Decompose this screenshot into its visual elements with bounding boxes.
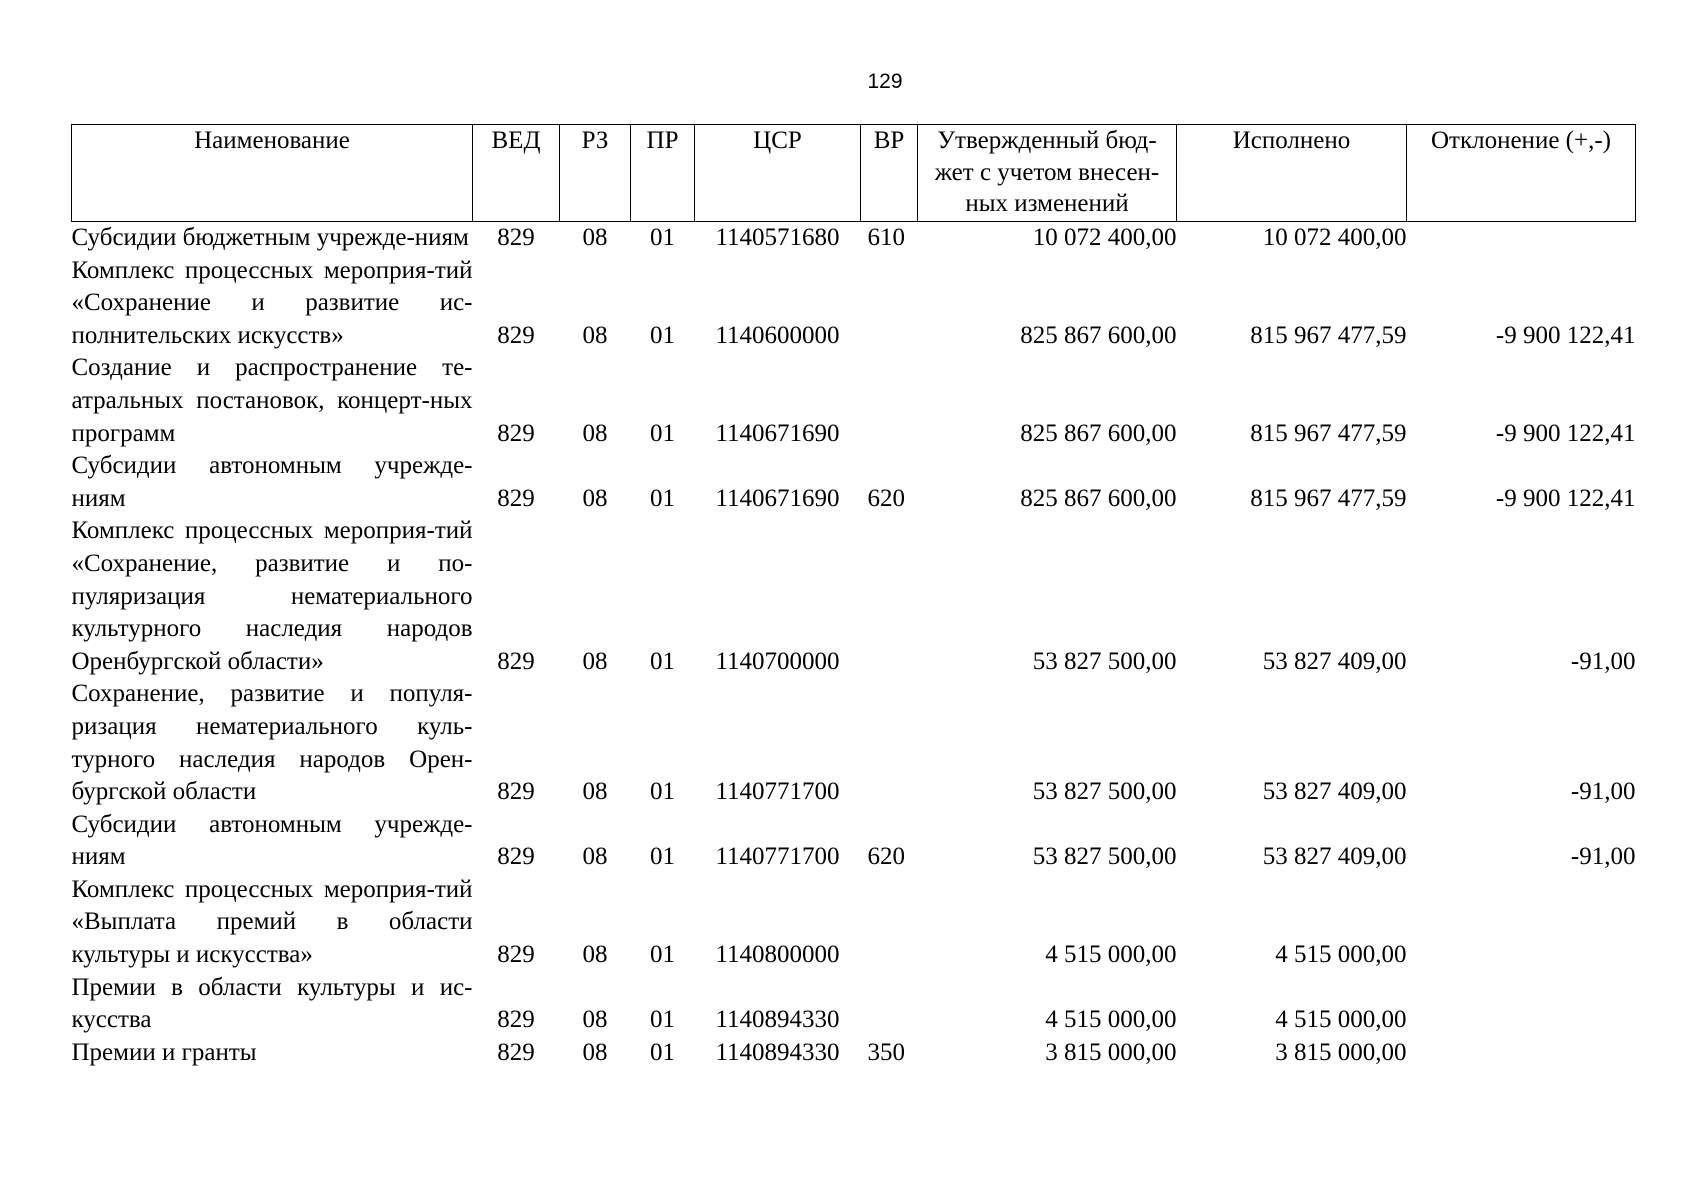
cell-name: Комплекс процессных мероприя-тий «Сохранение, развитие и по-пуляризация нематериального культурного наследия народов Оренбургской области» [71, 517, 473, 675]
cell-name: Комплекс процессных мероприя-тий «Сохранение и развитие ис-полнительских искусств» [71, 256, 473, 349]
table-row [72, 972, 1636, 1037]
table-row [72, 255, 1636, 353]
cell-ved: 829 [497, 647, 535, 675]
header-executed: Исполнено [1177, 125, 1407, 222]
page-number: 129 [867, 70, 903, 93]
table-row [72, 222, 1636, 255]
cell-pr: 01 [650, 778, 675, 806]
cell-csr: 1140800000 [715, 941, 840, 969]
cell-csr: 1140571680 [715, 224, 840, 251]
table-row [72, 450, 1636, 515]
cell-deviation: -9 900 122,41 [1495, 321, 1636, 349]
cell-rz: 08 [582, 1038, 608, 1066]
cell-approved: 10 072 400,00 [1032, 224, 1177, 251]
cell-rz: 08 [582, 941, 608, 969]
cell-rz: 08 [582, 843, 608, 871]
header-deviation: Отклонение (+,-) [1407, 125, 1636, 222]
cell-deviation: -91,00 [1570, 778, 1636, 806]
header-approved: Утвержденный бюд-жет с учетом внесен-ных изменений [918, 125, 1177, 222]
cell-executed: 53 827 409,00 [1262, 778, 1407, 806]
cell-vr [861, 352, 918, 450]
cell-ved: 829 [497, 1006, 535, 1034]
cell-deviation: -91,00 [1570, 647, 1636, 675]
cell-deviation [1407, 1037, 1636, 1070]
cell-approved: 4 515 000,00 [1045, 941, 1177, 969]
budget-table [71, 124, 1636, 1069]
cell-name: Создание и распространение те-атральных постановок, концерт-ных программ [71, 354, 473, 447]
table-row [72, 515, 1636, 678]
cell-vr: 620 [867, 484, 905, 512]
cell-pr: 01 [650, 321, 675, 349]
cell-approved: 825 867 600,00 [1020, 419, 1177, 447]
header-name: Наименование [72, 125, 473, 222]
cell-vr [861, 255, 918, 353]
cell-rz: 08 [582, 484, 608, 512]
cell-csr: 1140671690 [715, 484, 840, 512]
cell-pr: 01 [650, 224, 675, 251]
cell-deviation: -9 900 122,41 [1495, 419, 1636, 447]
cell-approved: 825 867 600,00 [1020, 484, 1177, 512]
cell-executed: 53 827 409,00 [1262, 647, 1407, 675]
header-csr: ЦСР [695, 125, 861, 222]
cell-name: Сохранение, развитие и популя-ризация нематериального куль-турного наследия народов Орен-бургской области [71, 680, 473, 806]
cell-executed: 4 515 000,00 [1275, 1006, 1407, 1034]
cell-pr: 01 [650, 1038, 675, 1066]
cell-pr: 01 [650, 419, 675, 447]
cell-executed: 815 967 477,59 [1250, 419, 1407, 447]
cell-pr: 01 [650, 647, 675, 675]
table-row [72, 809, 1636, 874]
cell-vr [861, 515, 918, 678]
cell-rz: 08 [582, 419, 608, 447]
cell-deviation [1407, 222, 1636, 255]
cell-vr [861, 678, 918, 808]
cell-vr: 610 [867, 224, 905, 251]
cell-name: Комплекс процессных мероприя-тий «Выплата премий в области культуры и искусства» [71, 875, 473, 969]
cell-csr: 1140671690 [715, 419, 840, 447]
cell-deviation: -91,00 [1570, 843, 1636, 871]
cell-executed: 815 967 477,59 [1250, 321, 1407, 349]
cell-executed: 3 815 000,00 [1275, 1038, 1407, 1066]
cell-ved: 829 [497, 941, 535, 969]
cell-csr: 1140771700 [715, 843, 840, 871]
cell-csr: 1140894330 [715, 1006, 840, 1034]
cell-executed: 10 072 400,00 [1262, 224, 1407, 251]
cell-pr: 01 [650, 843, 675, 871]
cell-vr [861, 874, 918, 972]
cell-approved: 53 827 500,00 [1032, 647, 1177, 675]
cell-rz: 08 [582, 647, 608, 675]
table-row [72, 1037, 1636, 1070]
cell-ved: 829 [497, 1038, 535, 1066]
table-row [72, 874, 1636, 972]
cell-approved: 4 515 000,00 [1045, 1006, 1177, 1034]
cell-deviation: -9 900 122,41 [1495, 484, 1636, 512]
cell-pr: 01 [650, 1006, 675, 1034]
cell-name: Премии и гранты [71, 1038, 257, 1066]
cell-name: Субсидии автономным учрежде-ниям [71, 810, 473, 871]
cell-approved: 53 827 500,00 [1032, 778, 1177, 806]
cell-csr: 1140894330 [715, 1038, 840, 1066]
header-rz: РЗ [560, 125, 631, 222]
cell-pr: 01 [650, 484, 675, 512]
table-header-row [72, 125, 1636, 222]
cell-deviation [1407, 874, 1636, 972]
cell-deviation [1407, 972, 1636, 1037]
cell-rz: 08 [582, 1006, 608, 1034]
cell-approved: 53 827 500,00 [1032, 843, 1177, 871]
table-row [72, 678, 1636, 808]
cell-vr: 350 [867, 1038, 905, 1066]
cell-csr: 1140700000 [715, 647, 840, 675]
cell-executed: 815 967 477,59 [1250, 484, 1407, 512]
header-vr: ВР [861, 125, 918, 222]
cell-vr [861, 972, 918, 1037]
cell-vr: 620 [867, 843, 905, 871]
cell-csr: 1140600000 [715, 321, 840, 349]
cell-ved: 829 [497, 778, 535, 806]
cell-rz: 08 [582, 778, 608, 806]
cell-csr: 1140771700 [715, 778, 840, 806]
cell-executed: 4 515 000,00 [1275, 941, 1407, 969]
cell-ved: 829 [497, 224, 535, 251]
header-pr: ПР [631, 125, 695, 222]
cell-ved: 829 [497, 419, 535, 447]
cell-name: Субсидии автономным учрежде-ниям [71, 452, 473, 512]
cell-executed: 53 827 409,00 [1262, 843, 1407, 871]
cell-ved: 829 [497, 321, 535, 349]
cell-approved: 3 815 000,00 [1045, 1038, 1177, 1066]
table-row [72, 352, 1636, 450]
cell-pr: 01 [650, 941, 675, 969]
cell-approved: 825 867 600,00 [1020, 321, 1177, 349]
cell-name: Премии в области культуры и ис-кусства [71, 973, 473, 1034]
cell-rz: 08 [582, 321, 608, 349]
header-ved: ВЕД [473, 125, 560, 222]
cell-rz: 08 [582, 224, 608, 251]
cell-ved: 829 [497, 484, 535, 512]
cell-ved: 829 [497, 843, 535, 871]
cell-name: Субсидии бюджетным учрежде-ниям [71, 224, 469, 251]
